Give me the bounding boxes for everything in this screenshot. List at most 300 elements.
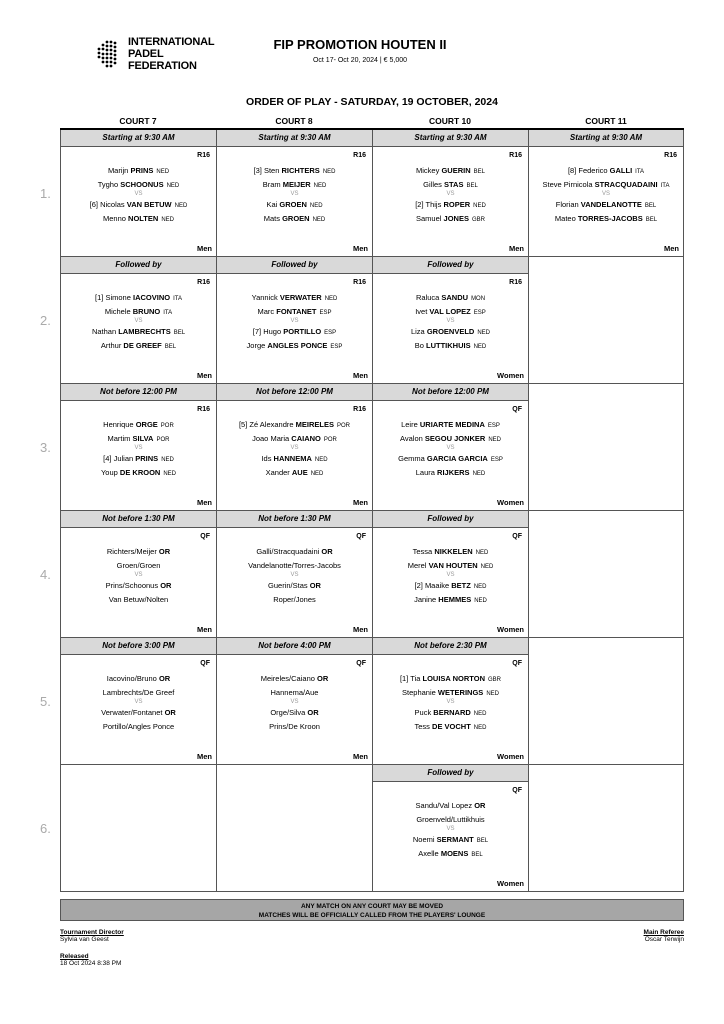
player-first-name: Janine [414, 595, 437, 604]
player-nationality: NED [314, 457, 328, 463]
player-last-name: RIJKERS [437, 468, 470, 477]
player-first-name: Ids [261, 454, 272, 463]
player-nationality: NED [488, 437, 501, 443]
round-label: R16 [664, 152, 677, 159]
player-first-name: Gemma [398, 454, 425, 463]
player-last-name: BERNARD [433, 708, 471, 717]
player-first-name: [4] Julian [103, 454, 134, 463]
schedule-row [60, 384, 684, 511]
player-last-name: SANDU [441, 293, 469, 302]
player-last-name: OR [321, 547, 333, 556]
player-line [61, 468, 216, 477]
player-first-name: [2] Maaike [414, 581, 450, 590]
versus-label: VS [446, 191, 455, 197]
player-line [373, 293, 528, 302]
player-first-name: Iacovino/Bruno [106, 674, 157, 683]
player-last-name: OR [158, 547, 171, 556]
row-number: 3. [40, 440, 51, 455]
round-label: QF [512, 660, 522, 667]
round-label: R16 [197, 279, 210, 286]
player-line [217, 327, 372, 336]
player-line [373, 801, 528, 810]
player-first-name: Richters/Meijer [106, 547, 157, 556]
category-label: Men [197, 625, 212, 634]
versus-label: VS [446, 699, 455, 705]
match-cell [60, 130, 216, 256]
player-line [61, 674, 216, 683]
match-cell [216, 130, 372, 256]
round-label: QF [512, 533, 522, 540]
player-line [217, 293, 372, 302]
player-first-name: Liza [410, 327, 425, 336]
player-line [61, 200, 216, 209]
category-label: Men [197, 371, 212, 380]
versus-label: VS [134, 191, 143, 197]
player-nationality: POR [337, 423, 351, 429]
player-line [373, 214, 528, 223]
player-last-name: STAS [444, 180, 464, 189]
player-first-name: Roper/Jones [273, 595, 316, 604]
category-label: Men [664, 244, 679, 253]
player-first-name: Xander [265, 468, 290, 477]
player-first-name: Mateo [554, 214, 576, 223]
notice-line: ANY MATCH ON ANY COURT MAY BE MOVED [300, 903, 444, 910]
player-nationality: ESP [324, 330, 337, 336]
empty-cell [60, 765, 216, 891]
match-time-header: Followed by [373, 511, 528, 528]
player-first-name: Vandelanotte/Torres-Jacobs [248, 561, 341, 570]
player-last-name: GUERIN [441, 166, 471, 175]
player-nationality: NED [472, 471, 486, 477]
player-line [373, 327, 528, 336]
player-nationality: ESP [319, 310, 332, 316]
player-nationality: ESP [330, 344, 343, 350]
match-time-header: Not before 3:00 PM [61, 638, 216, 655]
player-last-name: ANGLES PONCE [267, 341, 328, 350]
match-cell [372, 257, 528, 383]
player-line [217, 674, 372, 683]
match-time-header: Starting at 9:30 AM [61, 130, 216, 147]
court-header: COURT 8 [275, 116, 313, 126]
player-first-name: Steve Pirnicola [542, 180, 593, 189]
player-first-name: Florian [555, 200, 579, 209]
player-first-name: Guerin/Stas [268, 581, 308, 590]
player-last-name: MEIRELES [295, 420, 335, 429]
player-last-name: OR [309, 581, 321, 590]
player-line [217, 468, 372, 477]
category-label: Women [497, 752, 524, 761]
player-nationality: POR [160, 423, 174, 429]
player-nationality: NED [166, 183, 180, 189]
category-label: Men [353, 625, 368, 634]
player-first-name: Nathan [91, 327, 117, 336]
player-last-name: SCHOONUS [120, 180, 164, 189]
player-last-name: GALLI [609, 166, 633, 175]
player-nationality: NED [161, 457, 174, 463]
schedule-row [60, 638, 684, 765]
empty-cell [528, 765, 684, 891]
player-line [373, 581, 528, 590]
versus-label: VS [446, 572, 455, 578]
empty-cell [528, 384, 684, 510]
round-label: R16 [197, 406, 210, 413]
match-time-header: Followed by [373, 765, 528, 782]
player-first-name: Ivet [415, 307, 428, 316]
player-last-name: RICHTERS [281, 166, 320, 175]
player-first-name: Prins/Schoonus [105, 581, 159, 590]
match-time-header: Starting at 9:30 AM [373, 130, 528, 147]
player-line [61, 420, 216, 429]
player-nationality: NED [473, 584, 487, 590]
player-first-name: Raluca [415, 293, 440, 302]
player-first-name: Arthur [100, 341, 122, 350]
schedule-row [60, 257, 684, 384]
player-nationality: POR [323, 437, 337, 443]
court-header: COURT 11 [585, 116, 627, 126]
player-first-name: Stephanie [402, 688, 436, 697]
player-nationality: NED [473, 344, 487, 350]
player-line [61, 454, 216, 463]
main-referee-block [644, 929, 684, 943]
player-first-name: Hannema/Aue [270, 688, 319, 697]
tournament-subtitle: Oct 17- Oct 20, 2024 | € 5,000 [312, 57, 408, 64]
match-time-header: Not before 12:00 PM [373, 384, 528, 401]
player-last-name: GROEN [279, 200, 307, 209]
player-last-name: DE GREEF [123, 341, 162, 350]
tournament-director-block [60, 929, 124, 943]
player-line [61, 581, 216, 590]
player-nationality: ITA [660, 183, 670, 189]
player-line [529, 200, 683, 209]
player-nationality: BEL [476, 838, 489, 844]
player-line [217, 180, 372, 189]
player-nationality: ESP [487, 423, 500, 429]
player-first-name: Axelle [418, 849, 439, 858]
player-first-name: Merel [407, 561, 427, 570]
round-label: QF [356, 533, 366, 540]
player-first-name: Joao Maria [252, 434, 290, 443]
player-last-name: OR [158, 674, 171, 683]
versus-label: VS [290, 445, 299, 451]
player-line [61, 434, 216, 443]
player-first-name: Groen/Groen [116, 561, 161, 570]
versus-label: VS [290, 318, 299, 324]
player-last-name: URIARTE MEDINA [419, 420, 485, 429]
versus-label: VS [134, 445, 143, 451]
player-line [373, 454, 528, 463]
player-first-name: [5] Zé Alexandre [238, 420, 294, 429]
player-line [217, 581, 372, 590]
player-line [217, 722, 372, 731]
player-first-name: [2] Thijs [415, 200, 442, 209]
player-line [373, 835, 528, 844]
player-nationality: NED [324, 296, 338, 302]
player-first-name: Gilles [423, 180, 442, 189]
player-first-name: Noemi [412, 835, 435, 844]
round-label: R16 [509, 152, 522, 159]
player-line [61, 547, 216, 556]
versus-label: VS [134, 572, 143, 578]
player-line [373, 708, 528, 717]
category-label: Men [509, 244, 524, 253]
player-line [61, 214, 216, 223]
notice-line: MATCHES WILL BE OFFICIALLY CALLED FROM THE PLAYERS' LOUNGE [258, 912, 486, 919]
player-line [373, 547, 528, 556]
match-time-header: Followed by [217, 257, 372, 274]
round-label: QF [512, 787, 522, 794]
player-line [373, 561, 528, 570]
released-label: Released [60, 953, 89, 960]
match-cell [372, 638, 528, 764]
player-first-name: Marc [257, 307, 275, 316]
player-nationality: GBR [488, 677, 502, 683]
player-first-name: Laura [415, 468, 435, 477]
match-cell [372, 130, 528, 256]
versus-label: VS [601, 191, 610, 197]
player-first-name: Groenveld/Luttikhuis [416, 815, 485, 824]
schedule-grid [60, 128, 684, 892]
match-time-header: Followed by [61, 257, 216, 274]
category-label: Men [353, 244, 368, 253]
player-first-name: Martim [107, 434, 131, 443]
player-last-name: JONES [443, 214, 469, 223]
player-first-name: Henrique [103, 420, 134, 429]
court-header: COURT 7 [119, 116, 157, 126]
round-label: R16 [353, 152, 366, 159]
player-last-name: SILVA [132, 434, 154, 443]
player-last-name: CAIANO [291, 434, 321, 443]
player-last-name: FONTANET [276, 307, 317, 316]
released-value: 18 Oct 2024 8:38 PM [60, 960, 122, 967]
tournament-director-label: Tournament Director [60, 929, 124, 936]
round-label: R16 [353, 406, 366, 413]
player-first-name: Orge/Silva [270, 708, 306, 717]
category-label: Women [497, 371, 524, 380]
player-last-name: HEMMES [438, 595, 472, 604]
player-last-name: MOENS [440, 849, 469, 858]
player-line [61, 327, 216, 336]
player-last-name: GROENVELD [426, 327, 475, 336]
player-nationality: NED [486, 691, 499, 697]
logo-line-1: INTERNATIONAL [128, 36, 215, 48]
player-last-name: GROEN [282, 214, 310, 223]
player-last-name: VANDELANOTTE [580, 200, 642, 209]
versus-label: VS [134, 318, 143, 324]
category-label: Men [353, 371, 368, 380]
player-nationality: BEL [466, 183, 478, 189]
player-nationality: NED [480, 564, 494, 570]
player-last-name: VAN BETUW [126, 200, 172, 209]
player-line [61, 166, 216, 175]
order-of-play-title: ORDER OF PLAY - SATURDAY, 19 OCTOBER, 2024 [246, 96, 498, 108]
player-first-name: Mickey [416, 166, 440, 175]
player-line [61, 180, 216, 189]
player-last-name: MEIJER [282, 180, 311, 189]
player-nationality: ESP [473, 310, 486, 316]
player-line [217, 561, 372, 570]
player-nationality: NED [312, 217, 326, 223]
player-first-name: Michele [104, 307, 131, 316]
player-nationality: NED [309, 203, 323, 209]
player-line [217, 200, 372, 209]
player-line [373, 815, 528, 824]
player-first-name: Kai [266, 200, 278, 209]
player-nationality: NED [163, 471, 176, 477]
player-line [373, 434, 528, 443]
player-last-name: ORGE [135, 420, 158, 429]
row-number: 1. [40, 186, 51, 201]
schedule-row [60, 765, 684, 892]
player-nationality: ESP [490, 457, 503, 463]
player-last-name: STRACQUADAINI [594, 180, 658, 189]
player-first-name: Tess [414, 722, 430, 731]
player-first-name: Tessa [412, 547, 433, 556]
round-label: QF [512, 406, 522, 413]
player-line [61, 722, 216, 731]
match-time-header: Not before 1:30 PM [61, 511, 216, 528]
court-headers [60, 116, 684, 126]
match-cell [216, 257, 372, 383]
category-label: Men [353, 752, 368, 761]
versus-label: VS [446, 826, 455, 832]
match-time-header: Not before 12:00 PM [217, 384, 372, 401]
match-time-header: Followed by [373, 257, 528, 274]
player-line [529, 180, 683, 189]
player-first-name: [7] Hugo [252, 327, 282, 336]
player-nationality: ITA [635, 169, 645, 175]
player-first-name: Verwater/Fontanet [101, 708, 163, 717]
match-time-header: Starting at 9:30 AM [217, 130, 372, 147]
player-line [373, 180, 528, 189]
match-cell [216, 638, 372, 764]
player-first-name: [1] Tia [399, 674, 421, 683]
player-first-name: Menno [103, 214, 126, 223]
logo-line-2: PADEL [128, 48, 164, 60]
round-label: QF [200, 660, 210, 667]
player-nationality: BEL [173, 330, 186, 336]
player-line [217, 547, 372, 556]
row-number: 6. [40, 821, 51, 836]
round-label: QF [356, 660, 366, 667]
player-line [61, 595, 216, 604]
category-label: Men [197, 752, 212, 761]
category-label: Women [497, 625, 524, 634]
match-cell [60, 384, 216, 510]
player-first-name: Prins/De Kroon [269, 722, 320, 731]
player-last-name: SERMANT [436, 835, 474, 844]
player-first-name: Bo [414, 341, 424, 350]
player-nationality: NED [473, 711, 487, 717]
player-last-name: OR [474, 801, 486, 810]
player-line [529, 166, 683, 175]
player-line [373, 595, 528, 604]
schedule-row [60, 130, 684, 257]
player-nationality: NED [475, 550, 489, 556]
player-last-name: LOUISA NORTON [422, 674, 486, 683]
player-nationality: NED [473, 203, 486, 209]
round-label: R16 [353, 279, 366, 286]
empty-cell [528, 257, 684, 383]
player-nationality: ITA [173, 296, 182, 302]
player-first-name: [8] Federico [567, 166, 608, 175]
category-label: Men [197, 498, 212, 507]
round-label: R16 [197, 152, 210, 159]
main-referee-name: Oscar Terwijn [644, 936, 684, 943]
player-nationality: MON [471, 296, 486, 302]
match-cell [528, 130, 684, 256]
player-nationality: GBR [471, 217, 485, 223]
player-first-name: Yannick [251, 293, 278, 302]
player-first-name: Marijn [107, 166, 129, 175]
round-label: QF [200, 533, 210, 540]
player-line [217, 688, 372, 697]
match-cell [60, 511, 216, 637]
player-line [217, 307, 372, 316]
player-line [61, 688, 216, 697]
player-last-name: AUE [291, 468, 308, 477]
player-last-name: NOLTEN [128, 214, 159, 223]
player-line [61, 561, 216, 570]
versus-label: VS [290, 572, 299, 578]
player-line [373, 722, 528, 731]
player-first-name: Jorge [246, 341, 266, 350]
player-first-name: Leire [401, 420, 418, 429]
player-nationality: NED [322, 169, 336, 175]
player-first-name: Meireles/Caiano [260, 674, 315, 683]
player-nationality: BEL [644, 203, 657, 209]
player-nationality: ITA [163, 310, 173, 316]
player-line [61, 307, 216, 316]
player-last-name: IACOVINO [132, 293, 171, 302]
versus-label: VS [446, 318, 455, 324]
empty-cell [216, 765, 372, 891]
empty-cell [528, 638, 684, 764]
player-line [217, 708, 372, 717]
tournament-title: FIP PROMOTION HOUTEN II [273, 37, 447, 52]
player-line [373, 674, 528, 683]
player-line [217, 341, 372, 350]
player-last-name: OR [317, 674, 329, 683]
player-first-name: Tygho [97, 180, 119, 189]
category-label: Men [353, 498, 368, 507]
player-nationality: BEL [645, 217, 658, 223]
player-last-name: VERWATER [279, 293, 322, 302]
player-first-name: [3] Sten [253, 166, 280, 175]
match-time-header: Not before 2:30 PM [373, 638, 528, 655]
player-line [373, 307, 528, 316]
match-time-header: Not before 4:00 PM [217, 638, 372, 655]
player-last-name: OR [164, 708, 176, 717]
player-last-name: VAL LOPEZ [429, 307, 471, 316]
released-block [60, 953, 121, 967]
player-line [61, 708, 216, 717]
player-line [61, 293, 216, 302]
footer-notice [60, 899, 684, 921]
category-label: Women [497, 879, 524, 888]
logo-line-3: FEDERATION [128, 60, 197, 72]
match-time-header: Not before 12:00 PM [61, 384, 216, 401]
player-line [373, 166, 528, 175]
player-first-name: Bram [262, 180, 281, 189]
player-first-name: Puck [414, 708, 432, 717]
player-nationality: NED [474, 598, 487, 604]
player-last-name: WETERINGS [437, 688, 484, 697]
player-last-name: VAN HOUTEN [428, 561, 478, 570]
player-first-name: Samuel [416, 214, 442, 223]
player-nationality: NED [161, 217, 174, 223]
player-last-name: SEGOU JONKER [424, 434, 486, 443]
player-line [373, 341, 528, 350]
